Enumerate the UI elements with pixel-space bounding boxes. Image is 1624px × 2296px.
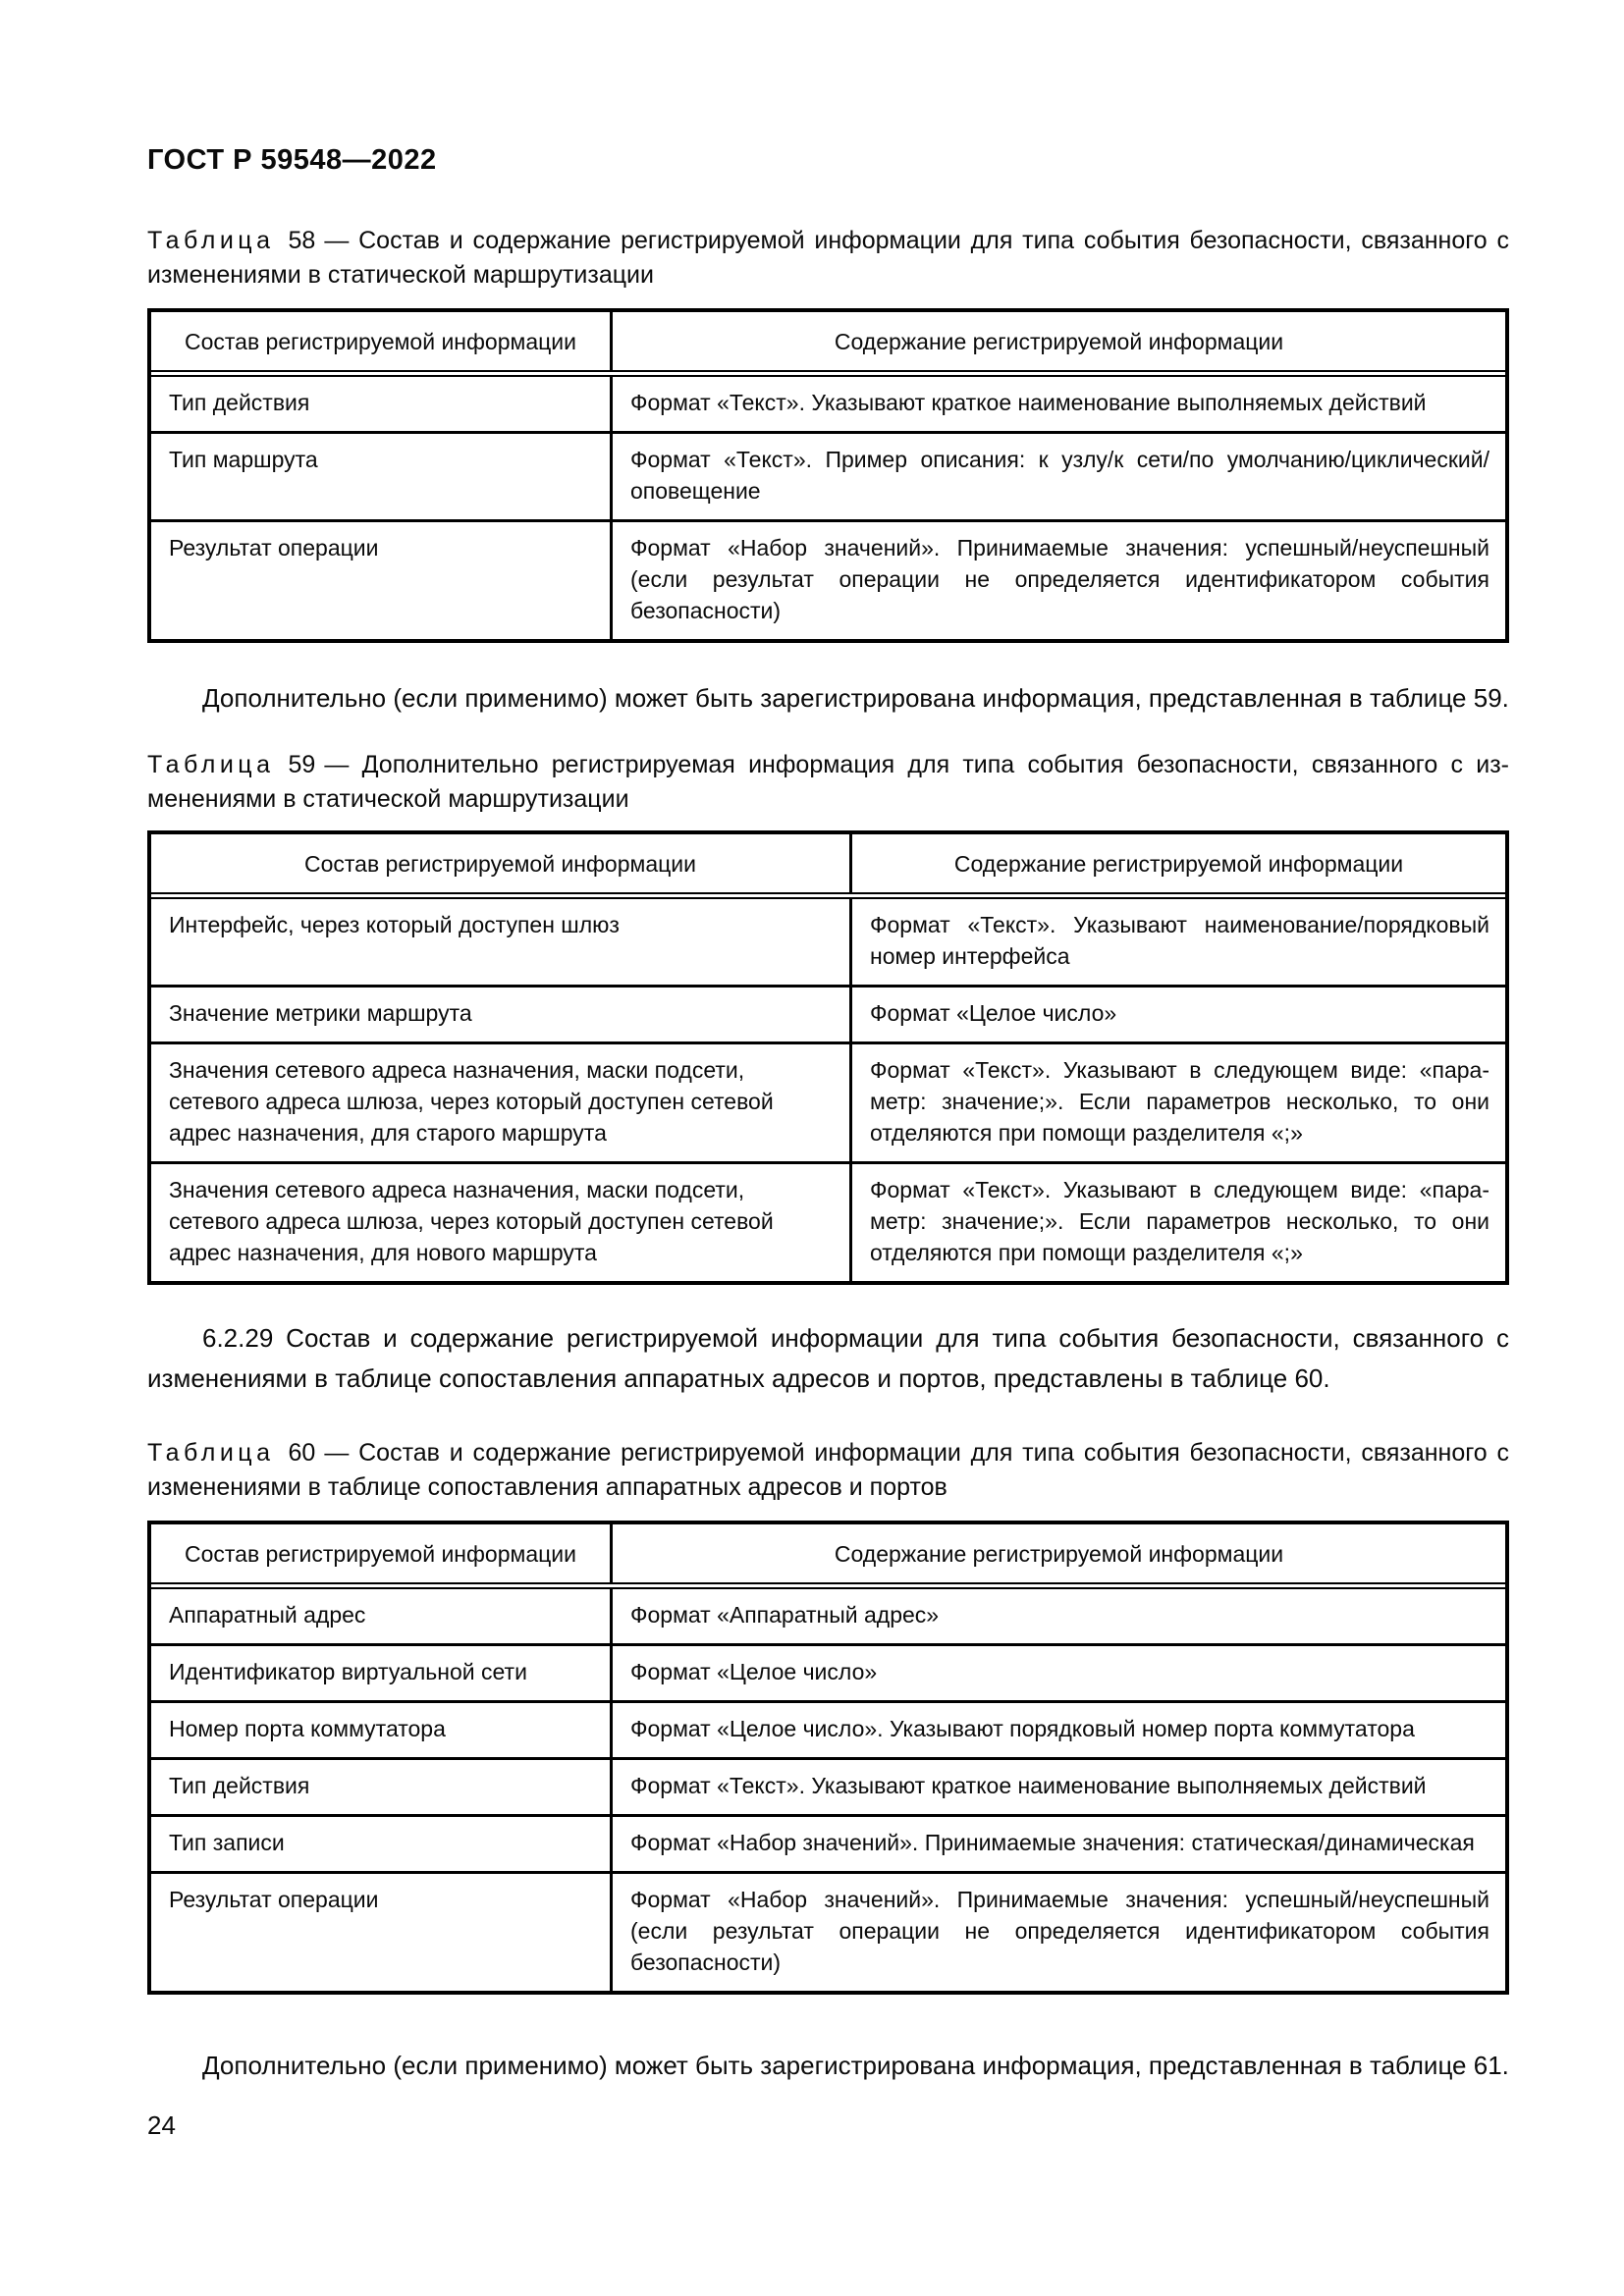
table59-caption-word: Таблица bbox=[147, 751, 275, 779]
table58-caption-word: Таблица bbox=[147, 227, 275, 255]
table60-row1-item: Аппаратный адрес bbox=[151, 1589, 613, 1643]
table58-row3-item: Результат операции bbox=[151, 522, 613, 639]
table59-row1-item: Интерфейс, через который доступен шлюз bbox=[151, 899, 852, 985]
table-58 bbox=[147, 308, 1509, 643]
table59-caption-number: 59 bbox=[288, 751, 316, 779]
table60-row1-content: Формат «Аппаратный адрес» bbox=[630, 1602, 940, 1629]
table60-row5-item: Тип записи bbox=[151, 1817, 613, 1871]
table59-header-row bbox=[151, 834, 1505, 894]
table60-row2-content: Формат «Целое число» bbox=[630, 1659, 878, 1685]
table60-caption-text: — Состав и содержание регистрируемой информации для типа события безопасности, связанного с изменениями в таблице сопоставления аппаратных адресов и портов bbox=[147, 1439, 1509, 1502]
table-row bbox=[151, 899, 1505, 988]
table58-col2-header: Содержание регистрируемой информации bbox=[834, 329, 1284, 355]
table60-row3-content: Формат «Целое число». Указывают порядковый номер порта коммутатора bbox=[630, 1716, 1415, 1742]
table60-row5-content: Формат «Набор значений». Принимаемые значения: статическая/динамическая bbox=[630, 1830, 1475, 1856]
table-60 bbox=[147, 1521, 1509, 1995]
table60-caption-word: Таблица bbox=[147, 1439, 275, 1468]
table-59 bbox=[147, 830, 1509, 1285]
table58-header-row bbox=[151, 312, 1505, 372]
table60-row2-item: Идентификатор виртуальной сети bbox=[151, 1646, 613, 1700]
table-row bbox=[151, 434, 1505, 522]
paragraph-after-table-60: Дополнительно (если применимо) может быть зарегистрирована информация, представленная в таблице 61. bbox=[202, 2051, 1509, 2081]
table58-row1-content: Формат «Текст». Указывают краткое наименование выполняемых действий bbox=[630, 390, 1427, 416]
table60-row3-item: Номер порта коммутатора bbox=[151, 1703, 613, 1757]
table-row bbox=[151, 1703, 1505, 1760]
table58-col1-header: Состав регистрируемой информации bbox=[151, 312, 613, 370]
table60-header-row bbox=[151, 1524, 1505, 1584]
table58-row1-item: Тип действия bbox=[151, 377, 613, 431]
table-row bbox=[151, 522, 1505, 639]
table58-caption bbox=[147, 224, 1509, 293]
table58-caption-number: 58 bbox=[288, 227, 316, 255]
table-row bbox=[151, 1164, 1505, 1281]
table60-caption-number: 60 bbox=[288, 1439, 316, 1468]
table59-row4-content: Формат «Текст». Указывают в следующем виде: «параметр: значение;». Если параметров несколько, то они отделяются при помощи разделителя «;» bbox=[870, 1177, 1489, 1266]
table60-row4-item: Тип действия bbox=[151, 1760, 613, 1814]
table60-caption bbox=[147, 1436, 1509, 1505]
table59-row3-item: Значения сетевого адреса назначения, маски подсети, сетевого адреса шлюза, через который доступен сетевой адрес назначения, для старого маршрута bbox=[151, 1044, 852, 1161]
document-code-header: ГОСТ Р 59548—2022 bbox=[147, 144, 437, 176]
table58-row3-content: Формат «Набор значений». Принимаемые значения: успешный/неуспешный (если результат операции не определяется идентификатором события безопасности) bbox=[630, 535, 1489, 624]
table58-row2-content: Формат «Текст». Пример описания: к узлу/к сети/по умолчанию/циклический/оповещение bbox=[630, 447, 1489, 505]
table-row bbox=[151, 1817, 1505, 1874]
table59-col2-header: Содержание регистрируемой информации bbox=[953, 851, 1404, 878]
table-row bbox=[151, 1589, 1505, 1646]
table59-col1-header: Состав регистрируемой информации bbox=[151, 834, 852, 892]
table60-row6-item: Результат операции bbox=[151, 1874, 613, 1991]
table-row bbox=[151, 988, 1505, 1044]
table-row bbox=[151, 377, 1505, 434]
table59-row1-content: Формат «Текст». Указывают наименование/порядковый номер интерфейса bbox=[870, 912, 1489, 970]
table-row bbox=[151, 1044, 1505, 1164]
table-row bbox=[151, 1760, 1505, 1817]
table60-body bbox=[151, 1587, 1505, 1991]
table58-row2-item: Тип маршрута bbox=[151, 434, 613, 519]
table60-row4-content: Формат «Текст». Указывают краткое наименование выполняемых действий bbox=[630, 1773, 1427, 1799]
table58-caption-text: — Состав и содержание регистрируемой информации для типа события безопасности, связанного с изменениями в статической маршрутизации bbox=[147, 227, 1509, 290]
table59-row3-content: Формат «Текст». Указывают в следующем виде: «параметр: значение;». Если параметров несколько, то они отделяются при помощи разделителя «;» bbox=[870, 1057, 1489, 1147]
table-row bbox=[151, 1874, 1505, 1991]
section-6-2-29-paragraph: 6.2.29 Состав и содержание регистрируемой информации для типа события безопасности, связанного с изменениями в таблице сопоставления аппаратных адресов и портов, представлены в таблице 60. bbox=[147, 1323, 1509, 1394]
table59-row4-item: Значения сетевого адреса назначения, маски подсети, сетевого адреса шлюза, через который доступен сетевой адрес назначения, для нового маршрута bbox=[151, 1164, 852, 1281]
table60-col1-header: Состав регистрируемой информации bbox=[151, 1524, 613, 1582]
table58-body bbox=[151, 375, 1505, 639]
table60-row6-content: Формат «Набор значений». Принимаемые значения: успешный/неуспешный (если результат операции не определяется идентификатором события безопасности) bbox=[630, 1887, 1489, 1976]
table59-caption-text: — Дополнительно регистрируемая информация для типа события безопасности, связанного с изменениями в статической маршрутизации bbox=[147, 751, 1509, 814]
paragraph-after-table-58: Дополнительно (если применимо) может быть зарегистрирована информация, представленная в таблице 59. bbox=[202, 683, 1509, 714]
table59-row2-content: Формат «Целое число» bbox=[870, 1000, 1117, 1027]
page-number: 24 bbox=[147, 2110, 176, 2141]
table59-row2-item: Значение метрики маршрута bbox=[151, 988, 852, 1041]
table59-body bbox=[151, 897, 1505, 1281]
table59-caption bbox=[147, 748, 1509, 817]
table-row bbox=[151, 1646, 1505, 1703]
table60-col2-header: Содержание регистрируемой информации bbox=[834, 1541, 1284, 1568]
